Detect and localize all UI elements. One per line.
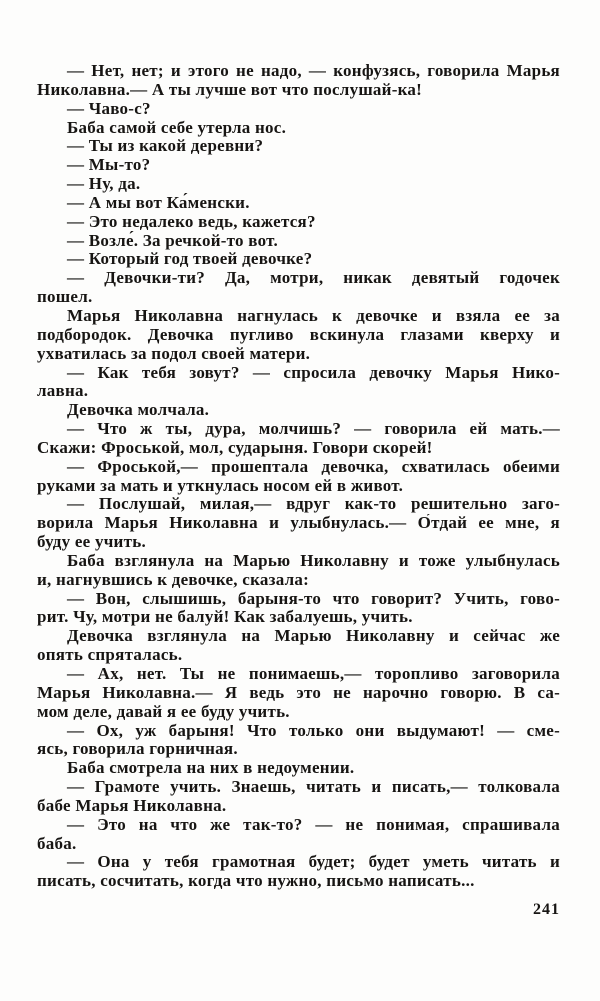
text-line: — Грамоте учить. Знаешь, читать и писать,— толковала — [67, 778, 560, 797]
page-number: 241 — [533, 901, 560, 918]
text-line: — Возле́. За речкой-то вот. — [67, 230, 278, 250]
text-line: Марья Николавна.— Я ведь это не нарочно говорю. В са- — [37, 683, 560, 702]
text-line: опять спряталась. — [37, 645, 183, 665]
text-line: бабе Марья Николавна. — [37, 795, 227, 815]
text-line: — Который год твоей девочке? — [67, 249, 313, 269]
text-line: — Это на что же так-то? — не понимая, спрашивала — [67, 815, 560, 834]
text-line: Николавна.— А ты лучше вот что послушай-ка! — [37, 79, 423, 99]
text-line: — Что ж ты, дура, молчишь? — говорила ей мать.— — [67, 420, 560, 439]
text-line: — Мы-то? — [67, 155, 151, 175]
text-line: Девочка молчала. — [67, 400, 210, 420]
text-line: — Вон, слышишь, барыня-то что говорит? Учить, гово- — [67, 589, 560, 608]
text-line: — А мы вот Ка́менски. — [67, 192, 250, 212]
text-line: Баба взглянула на Марью Николавну и тоже улыбнулась — [67, 551, 560, 570]
text-line: рит. Чу, мотри не балуй! Как забалуешь, учить. — [37, 607, 413, 627]
text-line: лавна. — [37, 381, 89, 401]
text-line: ясь, говорила горничная. — [37, 739, 238, 759]
text-line: подбородок. Девочка пугливо вскинула глазами кверху и — [37, 325, 560, 344]
page-text — [37, 62, 560, 891]
text-line: руками за мать и уткнулась носом ей в живот. — [37, 475, 404, 495]
text-line: — Ты из какой деревни? — [67, 136, 264, 156]
text-line: — Послушай, милая,— вдруг как-то решительно заго- — [67, 495, 560, 514]
text-line: Баба смотрела на них в недоумении. — [67, 758, 355, 778]
text-line: пошел. — [37, 287, 93, 307]
text-line: — Это недалеко ведь, кажется? — [67, 211, 316, 231]
text-line: Марья Николавна нагнулась к девочке и взяла ее за — [67, 306, 560, 325]
text-line: мом деле, давай я ее буду учить. — [37, 701, 290, 721]
text-line: — Как тебя зовут? — спросила девочку Марья Нико- — [67, 363, 560, 382]
text-line: буду ее учить. — [37, 532, 146, 552]
text-line: Скажи: Фроськой, мол, сударыня. Говори скорей! — [37, 437, 433, 457]
text-line: — Она у тебя грамотная будет; будет уметь читать и — [67, 853, 560, 872]
text-line: — Нет, нет; и этого не надо, — конфузясь, говорила Марья — [67, 62, 560, 80]
text-line: ухватилась за подол своей матери. — [37, 343, 311, 363]
text-line: — Фроськой,— прошептала девочка, схватилась обеими — [67, 457, 560, 476]
text-line: — Ох, уж барыня! Что только они выдумают! — сме- — [67, 721, 560, 740]
text-line: — Ах, нет. Ты не понимаешь,— торопливо заговорила — [67, 665, 560, 683]
text-line: Девочка взглянула на Марью Николавну и сейчас же — [67, 627, 560, 646]
text-line: писать, сосчитать, когда что нужно, письмо написать... — [37, 871, 475, 891]
text-line: ворила Марья Николавна и улыбнулась.— О́тдай ее мне, я — [37, 514, 560, 533]
text-line: — Ну, да. — [67, 174, 141, 194]
text-line: — Девочки-ти? Да, мотри, никак девятый годочек — [67, 269, 560, 288]
text-line: — Чаво-с? — [67, 98, 151, 118]
text-line: и, нагнувшись к девочке, сказала: — [37, 569, 310, 589]
text-line: баба. — [37, 833, 77, 853]
text-line: Баба самой себе утерла нос. — [67, 117, 287, 137]
